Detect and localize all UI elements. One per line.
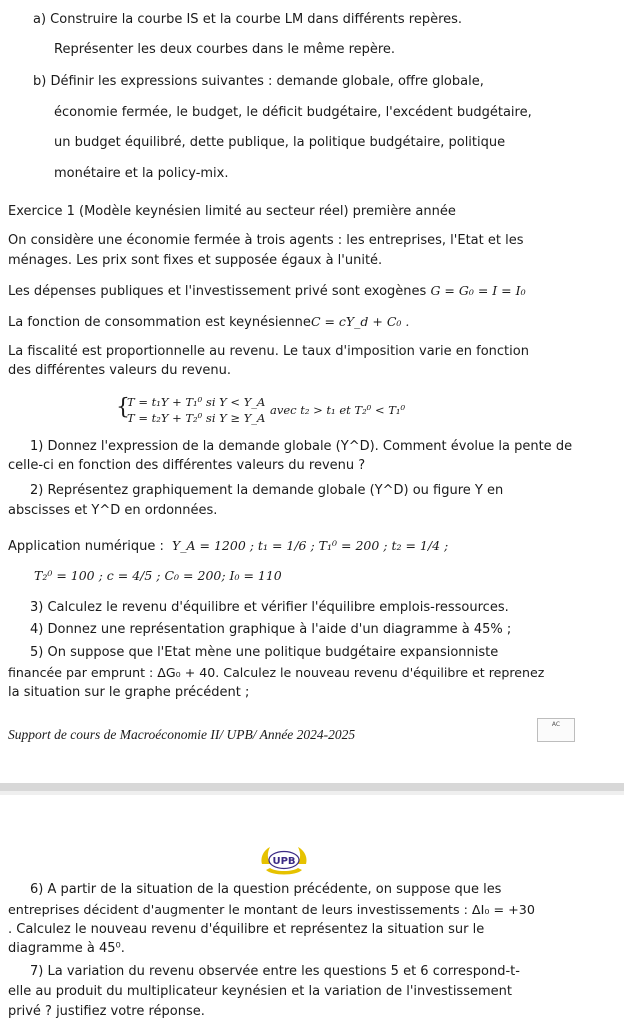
page-number-box (537, 718, 575, 742)
system-brace: { (116, 395, 130, 420)
intro-line2: ménages. Les prix sont fixes et supposée égaux à l'unité. (8, 253, 383, 268)
item-b-line1: b) Définir les expressions suivantes : demande globale, offre globale, (33, 74, 484, 89)
system-condition: avec t₂ > t₁ et T₂⁰ < T₁⁰ (270, 403, 406, 417)
q3: 3) Calculez le revenu d'équilibre et vérifier l'équilibre emplois-ressources. (30, 600, 509, 615)
exogenous-text: Les dépenses publiques et l'investissement privé sont exogènes (8, 284, 427, 299)
page-number-label: AC (551, 721, 561, 728)
numeric-application (8, 538, 448, 555)
item-b-line3: un budget équilibré, dette publique, la politique budgétaire, politique (54, 135, 506, 150)
q7-line1: 7) La variation du revenu observée entre les questions 5 et 6 correspond-t- (30, 964, 520, 979)
fiscal-line2: des différentes valeurs du revenu. (8, 363, 232, 378)
exercise-title: Exercice 1 (Modèle keynésien limité au secteur réel) première année (8, 204, 456, 219)
q5-line1: 5) On suppose que l'Etat mène une politique budgétaire expansionniste (30, 645, 499, 660)
consumption-formula: C = cY_d + C₀ . (310, 314, 410, 329)
consumption-text: La fonction de consommation est keynésienne (8, 315, 311, 330)
exogenous-line (8, 283, 526, 300)
item-a-line1: a) Construire la courbe IS et la courbe LM dans différents repères. (33, 12, 463, 27)
numeric-values-2: T₂⁰ = 100 ; c = 4/5 ; C₀ = 200; I₀ = 110 (34, 568, 282, 583)
numeric-label: Application numérique : (8, 539, 164, 554)
page-separator-shadow (0, 791, 624, 795)
q4: 4) Donnez une représentation graphique à l'aide d'un diagramme à 45% ; (30, 622, 512, 637)
q5-line3: la situation sur le graphe précédent ; (8, 685, 250, 700)
consumption-line (8, 314, 409, 331)
footer-text: Support de cours de Macroéconomie II/ UPB/ Année 2024-2025 (8, 727, 356, 742)
logo-text: UPB (272, 856, 296, 867)
intro-line1: On considère une économie fermée à trois agents : les entreprises, l'Etat et les (8, 233, 524, 248)
fiscal-line1: La fiscalité est proportionnelle au revenu. Le taux d'imposition varie en fonction (8, 344, 529, 359)
item-b-line2: économie fermée, le budget, le déficit budgétaire, l'excédent budgétaire, (54, 105, 532, 120)
q6-line1: 6) A partir de la situation de la question précédente, on suppose que les (30, 882, 502, 897)
q1-line2: celle-ci en fonction des différentes valeurs du revenu ? (8, 458, 366, 473)
q1-line1: 1) Donnez l'expression de la demande globale (Y^D). Comment évolue la pente de (30, 439, 573, 454)
q6-line3: . Calculez le nouveau revenu d'équilibre et représentez la situation sur le (8, 922, 485, 937)
q7-line2: elle au produit du multiplicateur keynésien et la variation de l'investissement (8, 984, 512, 999)
q5-line2: financée par emprunt : ΔG₀ + 40. Calculez le nouveau revenu d'équilibre et reprenez (8, 665, 545, 680)
q7-line3: privé ? justifiez votre réponse. (8, 1004, 205, 1019)
q6-line2: entreprises décident d'augmenter le montant de leurs investissements : ΔI₀ = +30 (8, 902, 535, 917)
q2-line1: 2) Représentez graphiquement la demande globale (Y^D) ou figure Y en (30, 483, 504, 498)
exogenous-formula: G = G₀ = I = I₀ (430, 283, 526, 298)
item-b-line4: monétaire et la policy-mix. (54, 166, 229, 181)
system-line2: T = t₂Y + T₂⁰ si Y ≥ Y_A (127, 411, 266, 425)
q6-line4: diagramme à 45⁰. (8, 941, 125, 956)
item-a-line2: Représenter les deux courbes dans le même repère. (54, 42, 396, 57)
upb-logo-icon (258, 842, 310, 880)
system-line1: T = t₁Y + T₁⁰ si Y < Y_A (127, 395, 266, 409)
page-separator (0, 783, 624, 791)
numeric-values: Y_A = 1200 ; t₁ = 1/6 ; T₁⁰ = 200 ; t₂ = 1/4 ; (172, 538, 449, 553)
q2-line2: abscisses et Y^D en ordonnées. (8, 503, 218, 518)
